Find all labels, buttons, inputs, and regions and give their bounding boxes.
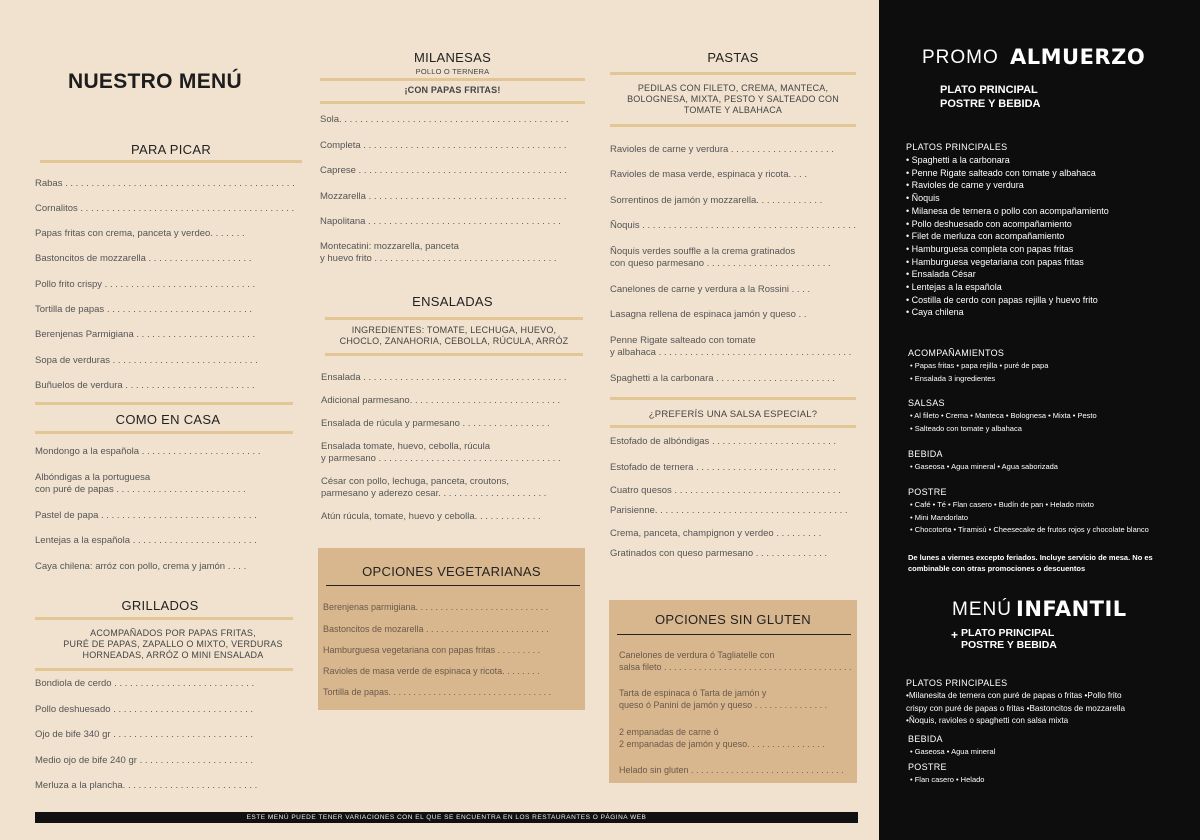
- list-item: • Spaghetti a la carbonara: [906, 155, 1010, 165]
- divider: [617, 634, 851, 635]
- menu-item: Albóndigas a la portuguesa con puré de papas . . . . . . . . . . . . . . . . . . . . . . . . .: [35, 472, 246, 495]
- menu-item: Buñuelos de verdura . . . . . . . . . . . . . . . . . . . . . . . . .: [35, 380, 255, 391]
- menu-item: Tortilla de papas. . . . . . . . . . . . . . . . . . . . . . . . . . . . . . . . .: [323, 687, 552, 697]
- list-item: • Penne Rigate salteado con tomate y albahaca: [906, 167, 1096, 178]
- menu-item: Medio ojo de bife 240 gr . . . . . . . . . . . . . . . . . . . . . .: [35, 755, 254, 766]
- promo-bebida-list: [910, 461, 1058, 474]
- promo-salsas-title: SALSAS: [908, 398, 945, 408]
- milanesas-note: ¡CON PAPAS FRITAS!: [404, 85, 501, 95]
- infantil-subtitle-2: POSTRE Y BEBIDA: [961, 639, 1057, 651]
- menu-item: Gratinados con queso parmesano . . . . . . . . . . . . . .: [610, 548, 828, 559]
- menu-item: Lentejas a la española . . . . . . . . . . . . . . . . . . . . . . . .: [35, 535, 257, 546]
- list-item: • Hamburguesa completa con papas fritas: [906, 243, 1074, 254]
- promo-prefix: PROMO: [922, 47, 999, 68]
- divider: [320, 78, 585, 81]
- menu-item: Adicional parmesano. . . . . . . . . . . . . . . . . . . . . . . . . . . . .: [321, 395, 561, 406]
- plus-icon: +: [951, 628, 959, 642]
- list-item: • Hamburguesa vegetariana con papas fritas: [906, 256, 1084, 267]
- menu-item: Bastoncitos de mozzarella . . . . . . . . . . . . . . . . . . . .: [35, 253, 252, 264]
- menu-item: Bastoncitos de mozarella . . . . . . . . . . . . . . . . . . . . . . . . .: [323, 624, 549, 634]
- list-item: • Ñoquis: [906, 193, 940, 204]
- menu-item: Canelones de carne y verdura a la Rossini . . . .: [610, 284, 811, 295]
- menu-item: Ensalada de rúcula y parmesano . . . . . . . . . . . . . . . . .: [321, 418, 550, 429]
- infantil-bebida-title: BEBIDA: [908, 734, 943, 744]
- promo-platos-list: [906, 154, 1109, 319]
- menu-item: Ravioles de carne y verdura . . . . . . . . . . . . . . . . . . . .: [610, 144, 834, 155]
- section-title-milanesas: MILANESAS: [413, 50, 492, 65]
- infantil-platos-list: [906, 690, 1125, 728]
- promo-platos-title: PLATOS PRINCIPALES: [906, 142, 1008, 152]
- list-item: • Ensalada 3 ingredientes: [910, 373, 996, 383]
- promo-legal: De lunes a viernes excepto feriados. Incluye servicio de mesa. No es combinable con otras promociones o descuentos: [908, 553, 1153, 573]
- menu-item: Sorrentinos de jamón y mozzarella. . . . . . . . . . . . .: [610, 195, 823, 206]
- section-title-sin-gluten: OPCIONES SIN GLUTEN: [655, 612, 811, 627]
- menu-item: Sola. . . . . . . . . . . . . . . . . . . . . . . . . . . . . . . . . . . . . . . . . . . .: [320, 114, 569, 125]
- section-title-grillados: GRILLADOS: [121, 598, 199, 613]
- menu-item: César con pollo, lechuga, panceta, croutons, parmesano y aderezo cesar. . . . . . . . . . . . . . . . . . . . .: [321, 476, 547, 499]
- list-item: • Salteado con tomate y albahaca: [910, 423, 1022, 433]
- promo-panel: [879, 0, 1200, 840]
- menu-item: Napolitana . . . . . . . . . . . . . . . . . . . . . . . . . . . . . . . . . . . . .: [320, 216, 561, 227]
- menu-item: Mondongo a la española . . . . . . . . . . . . . . . . . . . . . . .: [35, 446, 261, 457]
- infantil-bebida-list: [910, 746, 995, 759]
- grillados-note: ACOMPAÑADOS POR PAPAS FRITAS, PURÉ DE PAPAS, ZAPALLO O MIXTO, VERDURAS HORNEADAS, ARRÓZ O MINI ENSALADA: [63, 628, 283, 660]
- menu-item: Ñoquis . . . . . . . . . . . . . . . . . . . . . . . . . . . . . . . . . . . . . . . . .: [610, 220, 857, 231]
- list-item: • Costilla de cerdo con papas rejilla y huevo frito: [906, 294, 1098, 305]
- menu-item: Ravioles de masa verde de espinaca y ricota. . . . . . . .: [323, 666, 540, 676]
- list-item: • Papas fritas • papa rejilla • puré de papa: [910, 361, 1049, 370]
- divider: [326, 585, 580, 586]
- menu-item: Canelones de verdura ó Tagliatelle con salsa fileto . . . . . . . . . . . . . . . . . . . . . . . . . . . . . . . . . . . . . .: [619, 650, 852, 672]
- menu-item: Penne Rigate salteado con tomate y albahaca . . . . . . . . . . . . . . . . . . . . . . . . . . . . . . . . . . . . .: [610, 335, 852, 358]
- section-title-ensaladas: ENSALADAS: [412, 294, 493, 309]
- promo-acomp-title: ACOMPAÑAMIENTOS: [908, 348, 1005, 358]
- list-item: • Ravioles de carne y verdura: [906, 180, 1024, 191]
- list-item: • Flan casero • Helado: [910, 775, 985, 784]
- menu-item: Crema, panceta, champignon y verdeo . . . . . . . . .: [610, 528, 822, 539]
- menu-item: Rabas . . . . . . . . . . . . . . . . . . . . . . . . . . . . . . . . . . . . . . . . . . . .: [35, 178, 295, 189]
- menu-item: Completa . . . . . . . . . . . . . . . . . . . . . . . . . . . . . . . . . . . . . . .: [320, 140, 567, 151]
- pastas-note: PEDILAS CON FILETO, CREMA, MANTECA, BOLOGNESA, MIXTA, PESTO Y SALTEADO CON TOMATE Y ALBAHACA: [627, 83, 839, 115]
- divider: [610, 124, 856, 127]
- list-item: • Caya chilena: [906, 307, 964, 318]
- menu-item: Ensalada tomate, huevo, cebolla, rúcula y parmesano . . . . . . . . . . . . . . . . . . . . . . . . . . . . . . . . . . .: [321, 441, 561, 464]
- menu-item: Bondiola de cerdo . . . . . . . . . . . . . . . . . . . . . . . . . . .: [35, 678, 255, 689]
- menu-item: Caprese . . . . . . . . . . . . . . . . . . . . . . . . . . . . . . . . . . . . . . . .: [320, 165, 568, 176]
- divider: [35, 431, 293, 434]
- list-item: • Café • Té • Flan casero • Budín de pan • Helado mixto: [910, 500, 1094, 509]
- section-title-vegetarianas: OPCIONES VEGETARIANAS: [362, 564, 541, 579]
- menu-item: Montecatini: mozzarella, panceta y huevo frito . . . . . . . . . . . . . . . . . . . . . . . . . . . . . . . . . . .: [320, 241, 557, 264]
- divider: [320, 101, 585, 104]
- menu-item: Cuatro quesos . . . . . . . . . . . . . . . . . . . . . . . . . . . . . . . .: [610, 485, 841, 496]
- section-title-para-picar: PARA PICAR: [130, 142, 212, 157]
- divider: [325, 353, 583, 356]
- divider: [610, 72, 856, 75]
- infantil-platos-title: PLATOS PRINCIPALES: [906, 678, 1008, 688]
- menu-item: Spaghetti a la carbonara . . . . . . . . . . . . . . . . . . . . . . .: [610, 373, 835, 384]
- list-item: •Milanesita de ternera con puré de papas o fritas •Pollo frito: [906, 691, 1122, 700]
- divider: [610, 425, 856, 428]
- menu-item: Tarta de espinaca ó Tarta de jamón y queso ó Panini de jamón y queso . . . . . . . . . . . . . . .: [619, 688, 828, 710]
- salsa-title: ¿PREFERÍS UNA SALSA ESPECIAL?: [648, 409, 818, 420]
- list-item: • Milanesa de ternera o pollo con acompañamiento: [906, 205, 1109, 216]
- ensaladas-note: INGREDIENTES: TOMATE, LECHUGA, HUEVO, CHOCLO, ZANAHORIA, CEBOLLA, RÚCULA, ARRÓZ: [339, 325, 569, 346]
- menu-item: Ensalada . . . . . . . . . . . . . . . . . . . . . . . . . . . . . . . . . . . . . . .: [321, 372, 567, 383]
- menu-item: Ojo de bife 340 gr . . . . . . . . . . . . . . . . . . . . . . . . . . .: [35, 729, 254, 740]
- menu-item: Pollo frito crispy . . . . . . . . . . . . . . . . . . . . . . . . . . . . .: [35, 279, 256, 290]
- promo-acomp-list: [910, 360, 1048, 385]
- divider: [40, 160, 302, 163]
- milanesas-subtitle: POLLO O TERNERA: [415, 67, 490, 76]
- infantil-postre-list: [910, 774, 984, 787]
- menu-item: Estofado de albóndigas . . . . . . . . . . . . . . . . . . . . . . . .: [610, 436, 836, 447]
- promo-bebida-title: BEBIDA: [908, 449, 943, 459]
- gluten-free-box: [609, 600, 857, 783]
- menu-item: Estofado de ternera . . . . . . . . . . . . . . . . . . . . . . . . . . .: [610, 462, 836, 473]
- menu-item: Pollo deshuesado . . . . . . . . . . . . . . . . . . . . . . . . . . .: [35, 704, 254, 715]
- list-item: • Gaseosa • Agua mineral • Agua saborizada: [910, 462, 1058, 471]
- menu-item: Parisienne. . . . . . . . . . . . . . . . . . . . . . . . . . . . . . . . . . . . .: [610, 505, 848, 516]
- list-item: • Pollo deshuesado con acompañamiento: [906, 218, 1072, 229]
- promo-title: ALMUERZO: [1010, 45, 1146, 69]
- footer-disclaimer: ESTE MENÚ PUEDE TENER VARIACIONES CON EL QUE SE ENCUENTRA EN LOS RESTAURANTES O PÁGINA WEB: [35, 812, 858, 823]
- list-item: • Mini Mandorlato: [910, 512, 969, 522]
- menu-item: 2 empanadas de carne ó 2 empanadas de jamón y queso. . . . . . . . . . . . . . . .: [619, 727, 825, 749]
- list-item: • Al fileto • Crema • Manteca • Bolognesa • Mixta • Pesto: [910, 411, 1097, 420]
- list-item: •Ñoquis, ravioles o spaghetti con salsa mixta: [906, 716, 1069, 725]
- section-title-pastas: PASTAS: [707, 50, 759, 65]
- list-item: crispy con puré de papas o fritas •Bastoncitos de mozzarella: [906, 703, 1126, 713]
- menu-item: Sopa de verduras . . . . . . . . . . . . . . . . . . . . . . . . . . . .: [35, 355, 258, 366]
- menu-item: Lasagna rellena de espinaca jamón y queso . .: [610, 309, 807, 320]
- menu-item: Merluza a la plancha. . . . . . . . . . . . . . . . . . . . . . . . . .: [35, 780, 258, 791]
- promo-subtitle-1: PLATO PRINCIPAL: [940, 84, 1038, 96]
- infantil-prefix: MENÚ: [952, 599, 1012, 620]
- list-item: • Lentejas a la española: [906, 282, 1002, 293]
- menu-item: Berenjenas parmigiana. . . . . . . . . . . . . . . . . . . . . . . . . . .: [323, 602, 549, 612]
- divider: [610, 397, 856, 400]
- menu-item: Caya chilena: arróz con pollo, crema y jamón . . . .: [35, 561, 247, 572]
- menu-item: Ñoquis verdes souffle a la crema gratinados con queso parmesano . . . . . . . . . . . . . . . . . . . . . . . .: [610, 246, 831, 269]
- infantil-subtitle-1: PLATO PRINCIPAL: [961, 627, 1055, 639]
- vegetarian-box: [318, 548, 585, 710]
- list-item: • Filet de merluza con acompañamiento: [906, 231, 1065, 242]
- menu-item: Atún rúcula, tomate, huevo y cebolla. . . . . . . . . . . . .: [321, 511, 541, 522]
- menu-item: Papas fritas con crema, panceta y verdeo. . . . . . .: [35, 228, 245, 239]
- divider: [35, 668, 293, 671]
- menu-item: Hamburguesa vegetariana con papas fritas . . . . . . . . .: [323, 645, 541, 655]
- section-title-como-en-casa: COMO EN CASA: [115, 412, 221, 427]
- divider: [325, 317, 583, 320]
- list-item: • Gaseosa • Agua mineral: [910, 747, 996, 756]
- promo-postre-list: [910, 499, 1149, 537]
- menu-item: Berenjenas Parmigiana . . . . . . . . . . . . . . . . . . . . . . .: [35, 329, 256, 340]
- menu-item: Helado sin gluten . . . . . . . . . . . . . . . . . . . . . . . . . . . . . . .: [619, 765, 844, 775]
- menu-item: Mozzarella . . . . . . . . . . . . . . . . . . . . . . . . . . . . . . . . . . . . . .: [320, 191, 567, 202]
- menu-item: Pastel de papa . . . . . . . . . . . . . . . . . . . . . . . . . . . . . .: [35, 510, 257, 521]
- promo-postre-title: POSTRE: [908, 487, 947, 497]
- list-item: • Ensalada César: [906, 269, 976, 280]
- menu-item: Ravioles de masa verde, espinaca y ricota. . . .: [610, 169, 807, 180]
- promo-salsas-list: [910, 410, 1097, 435]
- infantil-postre-title: POSTRE: [908, 762, 947, 772]
- divider: [35, 402, 293, 405]
- menu-item: Tortilla de papas . . . . . . . . . . . . . . . . . . . . . . . . . . . .: [35, 304, 252, 315]
- promo-subtitle-2: POSTRE Y BEBIDA: [940, 98, 1041, 110]
- divider: [35, 617, 293, 620]
- list-item: • Chocotorta • Tiramisú • Cheesecake de frutos rojos y chocolate blanco: [910, 525, 1149, 534]
- menu-item: Cornalitos . . . . . . . . . . . . . . . . . . . . . . . . . . . . . . . . . . . . . . . . .: [35, 203, 295, 214]
- page-title: NUESTRO MENÚ: [68, 70, 242, 93]
- infantil-title: INFANTIL: [1016, 597, 1127, 621]
